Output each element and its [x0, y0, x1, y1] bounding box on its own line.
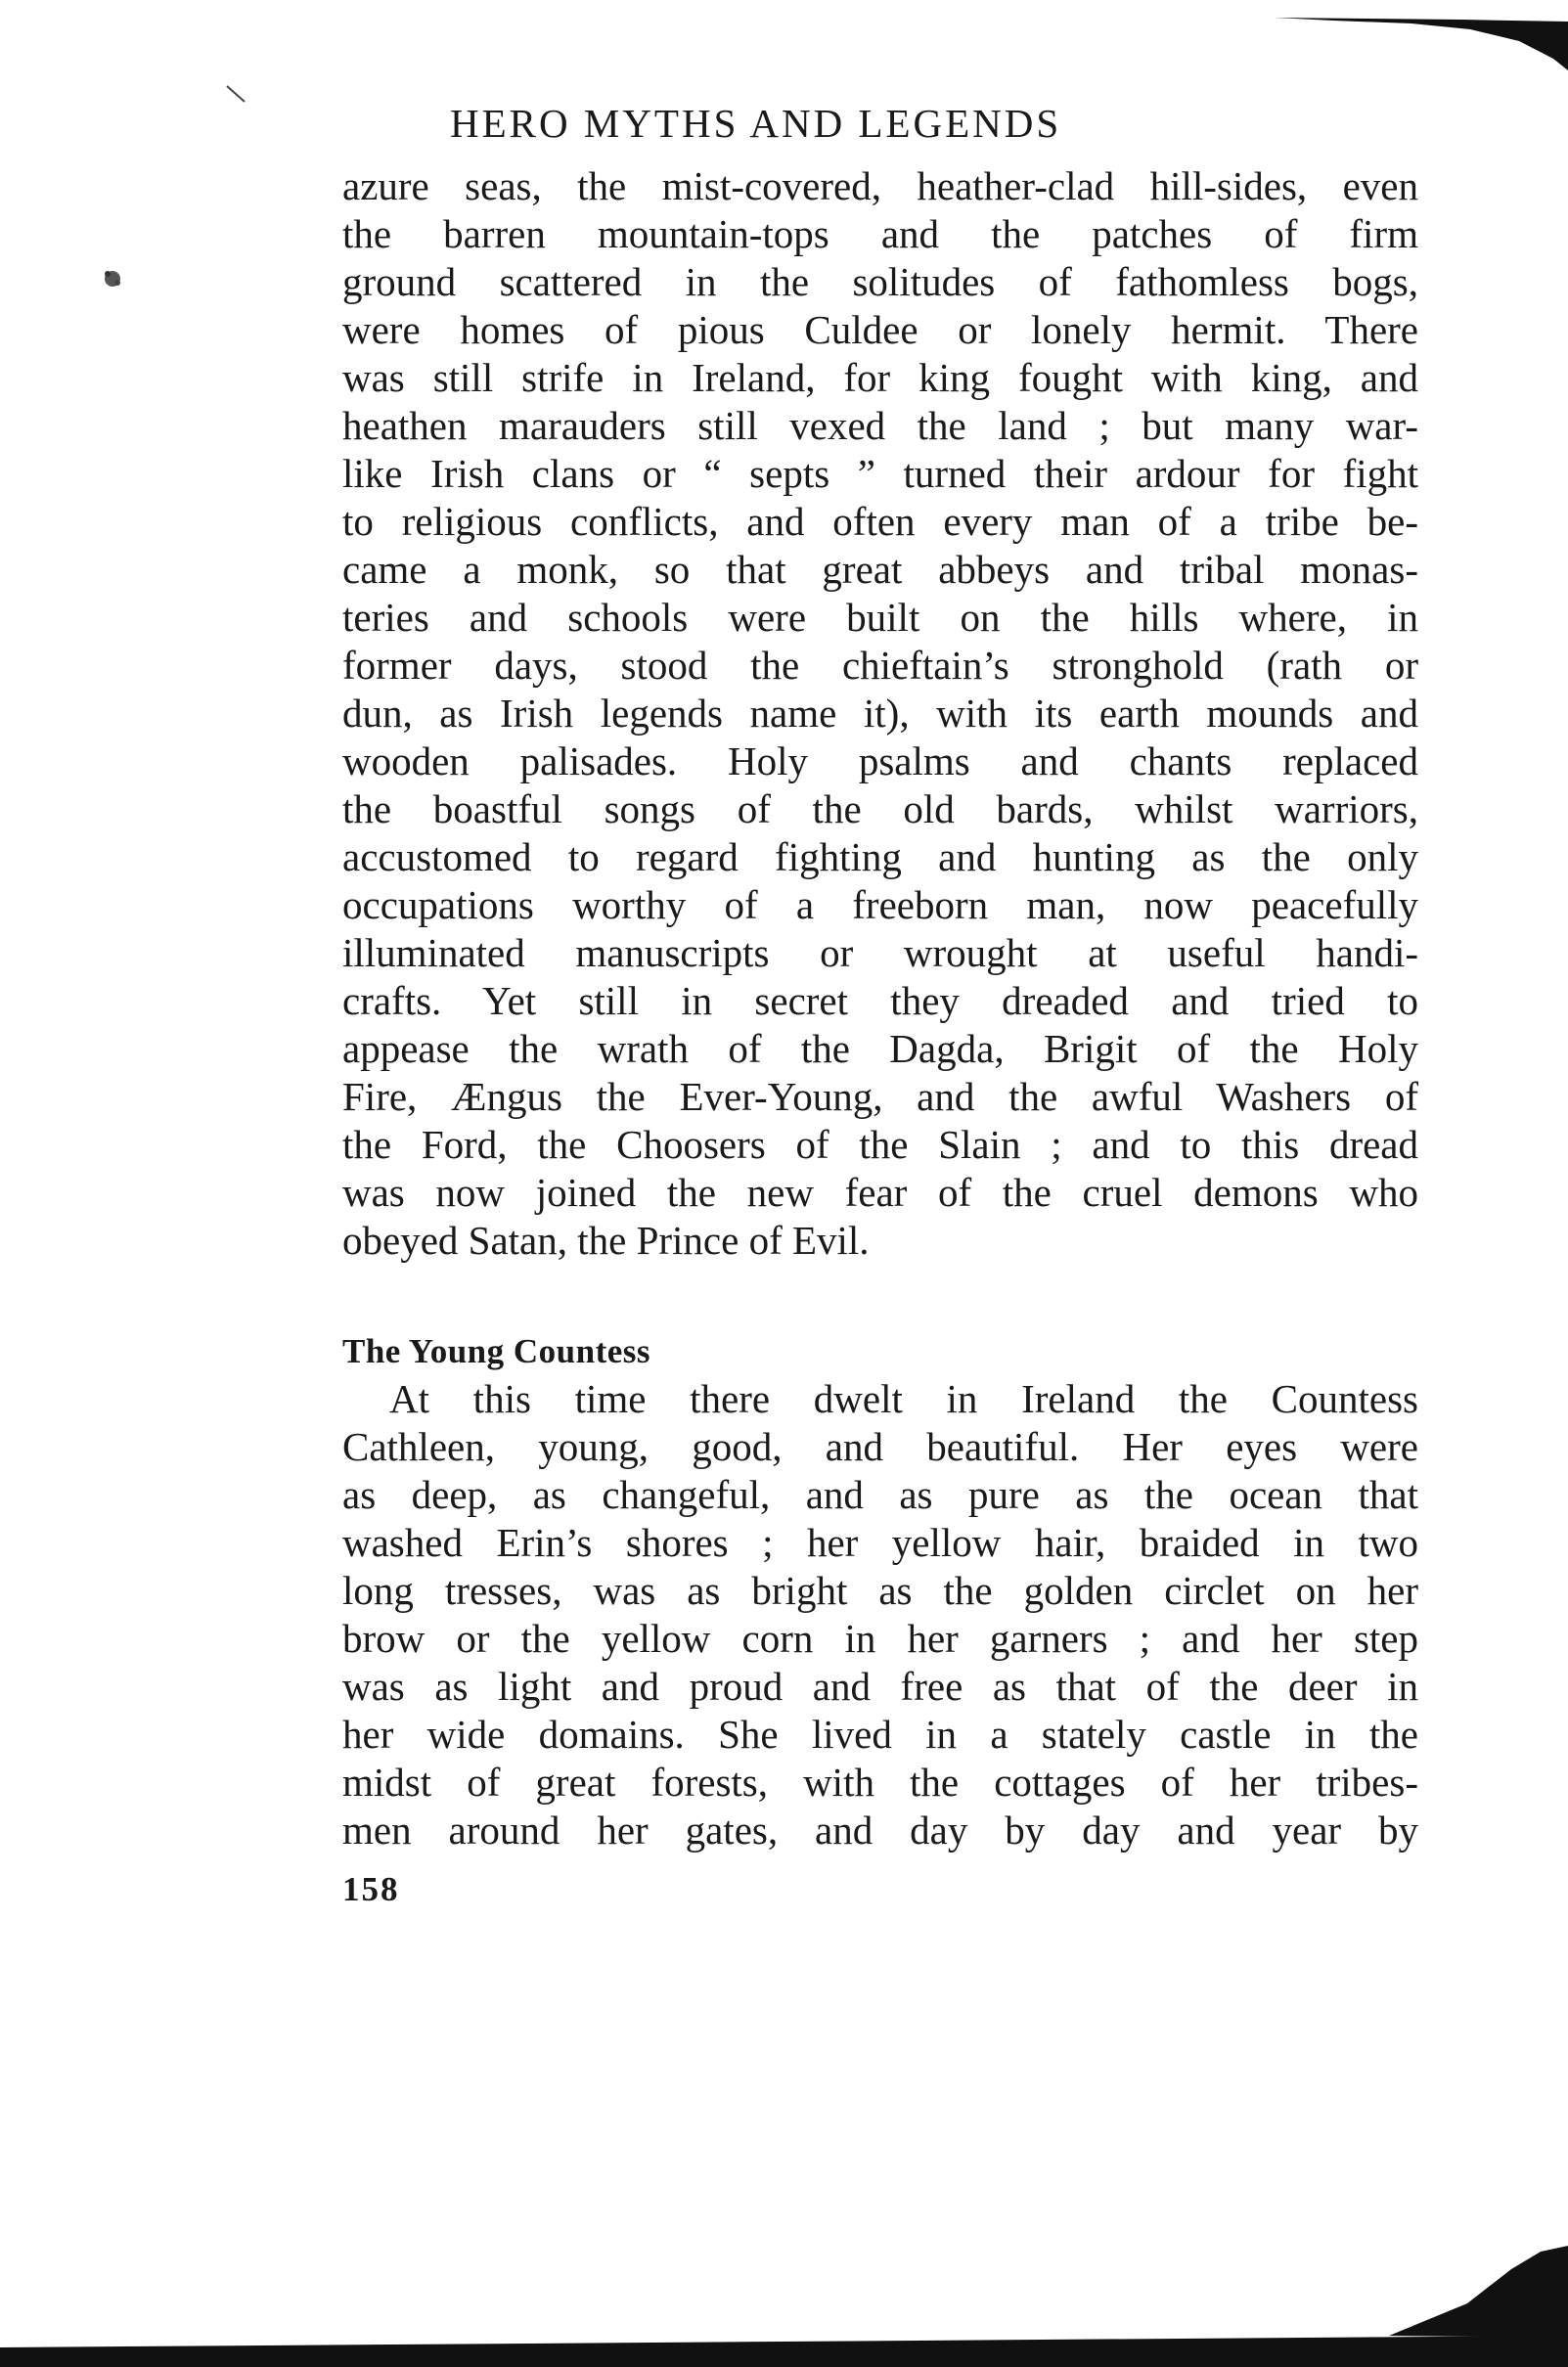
- text-line: to religious conflicts, and often every man of a tribe be-: [342, 499, 1418, 544]
- text-line: was now joined the new fear of the cruel demons who: [342, 1170, 1418, 1215]
- text-line: were homes of pious Culdee or lonely hermit. There: [342, 307, 1418, 352]
- paragraph-2: [342, 1375, 1418, 1854]
- text-line: was still strife in Ireland, for king fought with king, and: [342, 355, 1418, 400]
- text-line: washed Erin’s shores ; her yellow hair, braided in two: [342, 1520, 1418, 1565]
- page-number: 158: [342, 1870, 400, 1908]
- text-line: as deep, as changeful, and as pure as the ocean that: [342, 1472, 1418, 1517]
- text-line: Fire, Ængus the Ever-Young, and the awful Washers of: [342, 1074, 1418, 1119]
- text-line: the Ford, the Choosers of the Slain ; and to this dread: [342, 1122, 1418, 1167]
- text-line: azure seas, the mist-covered, heather-clad hill-sides, even: [342, 163, 1418, 208]
- text-line: crafts. Yet still in secret they dreaded and tried to: [342, 978, 1418, 1023]
- section-heading: The Young Countess: [342, 1332, 651, 1370]
- text-line: brow or the yellow corn in her garners ; and her step: [342, 1616, 1418, 1661]
- text-line: illuminated manuscripts or wrought at useful handi-: [342, 930, 1418, 975]
- text-line: dun, as Irish legends name it), with its earth mounds and: [342, 691, 1418, 736]
- text-line: was as light and proud and free as that of the deer in: [342, 1664, 1418, 1709]
- text-line: former days, stood the chieftain’s stronghold (rath or: [342, 643, 1418, 688]
- text-line: men around her gates, and day by day and year by: [342, 1808, 1418, 1853]
- text-line: the barren mountain-tops and the patches of firm: [342, 211, 1418, 256]
- text-line: midst of great forests, with the cottages of her tribes-: [342, 1760, 1418, 1805]
- scan-speck: [98, 264, 127, 293]
- text-line: accustomed to regard fighting and hunting as the only: [342, 834, 1418, 879]
- text-line: long tresses, was as bright as the golden circlet on her: [342, 1568, 1418, 1613]
- text-line: occupations worthy of a freeborn man, now peacefully: [342, 882, 1418, 927]
- scan-mark: [225, 84, 248, 108]
- text-line: obeyed Satan, the Prince of Evil.: [342, 1218, 870, 1263]
- text-line: At this time there dwelt in Ireland the Countess: [389, 1376, 1418, 1421]
- text-line: Cathleen, young, good, and beautiful. Her eyes were: [342, 1424, 1418, 1469]
- text-line: ground scattered in the solitudes of fathomless bogs,: [342, 259, 1418, 304]
- text-line: heathen marauders still vexed the land ; but many war-: [342, 403, 1418, 448]
- text-line: teries and schools were built on the hills where, in: [342, 595, 1418, 640]
- text-line: came a monk, so that great abbeys and tribal monas-: [342, 547, 1418, 592]
- text-line: appease the wrath of the Dagda, Brigit of the Holy: [342, 1026, 1418, 1071]
- scan-edge-bottom: [0, 2211, 1568, 2367]
- text-line: like Irish clans or “ septs ” turned their ardour for fight: [342, 451, 1418, 496]
- running-head: HERO MYTHS AND LEGENDS: [450, 101, 1062, 146]
- text-line: the boastful songs of the old bards, whilst warriors,: [342, 786, 1418, 831]
- text-line: wooden palisades. Holy psalms and chants replaced: [342, 738, 1418, 783]
- scan-edge-top: [1275, 0, 1568, 78]
- body-text: [342, 162, 1418, 1854]
- text-line: her wide domains. She lived in a stately castle in the: [342, 1712, 1418, 1757]
- paragraph-1: [342, 162, 1418, 1265]
